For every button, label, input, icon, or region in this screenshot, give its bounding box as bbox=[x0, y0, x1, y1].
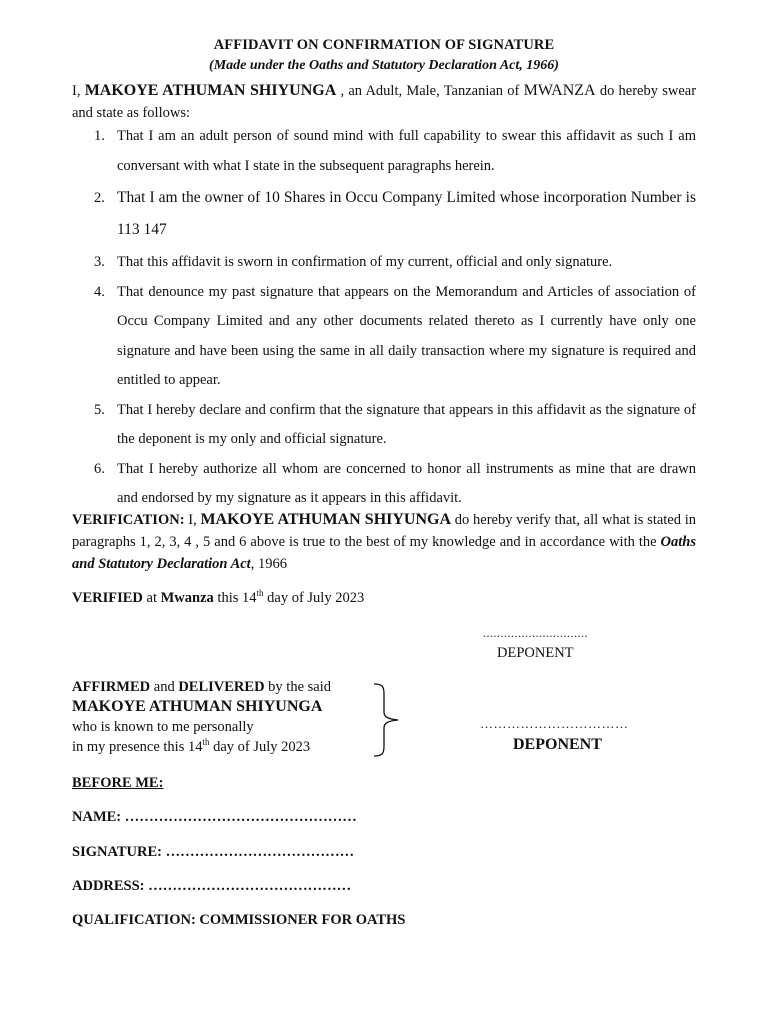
affirm-known: who is known to me personally bbox=[72, 719, 254, 735]
list-item bbox=[72, 122, 696, 181]
verified-at: at bbox=[142, 590, 161, 606]
intro-suffix: do hereby swear and state as follows: bbox=[72, 83, 697, 121]
item-text: That I hereby authorize all whom are concerned to honor all instruments as mine that are drawn and endorsed by my signature as it appears in this affidavit. bbox=[117, 460, 696, 506]
verification-name: MAKOYE ATHUMAN SHIYUNGA bbox=[200, 511, 452, 528]
signature-field: SIGNATURE: ………………………………… bbox=[72, 844, 355, 860]
item-number: 3. bbox=[94, 254, 105, 270]
delivered-label: DELIVERED bbox=[178, 679, 265, 695]
intro-paragraph bbox=[72, 80, 696, 124]
verified-day: this 14 bbox=[213, 590, 257, 606]
paragraph-list bbox=[72, 122, 696, 514]
deponent-signature-line: .............................. bbox=[483, 626, 588, 640]
affirmed-label: AFFIRMED bbox=[72, 679, 151, 695]
document-subtitle: (Made under the Oaths and Statutory Declaration Act, 1966) bbox=[209, 58, 559, 73]
act-name: Oaths and Statutory Declaration Act bbox=[72, 534, 696, 572]
deponent-label-2: DEPONENT bbox=[513, 736, 602, 753]
affirm-presence: in my presence this 14 bbox=[72, 739, 203, 755]
intro-prefix: I, bbox=[72, 83, 85, 99]
item-number: 4. bbox=[94, 283, 105, 300]
item-text: That denounce my past signature that appears on the Memorandum and Articles of association of Occu Company Limited and any other documents related thereto as I currently have only one signature and have been using the same in all daily transaction where my signature is required and entitled to appear. bbox=[117, 283, 696, 388]
intro-mid: , an Adult, Male, Tanzanian of bbox=[336, 83, 524, 99]
item-number: 1. bbox=[94, 128, 105, 144]
verified-place: Mwanza bbox=[160, 590, 214, 606]
list-item bbox=[72, 455, 696, 514]
affirm-by: by the said bbox=[264, 679, 331, 695]
curly-brace-icon bbox=[372, 682, 402, 758]
verification-pre: I, bbox=[184, 512, 201, 528]
list-item bbox=[72, 248, 696, 278]
deponent-name: MAKOYE ATHUMAN SHIYUNGA bbox=[84, 82, 337, 99]
qualification-field: QUALIFICATION: COMMISSIONER FOR OATHS bbox=[72, 912, 406, 928]
deponent-signature-line-2: …………………………… bbox=[480, 716, 629, 731]
list-item bbox=[72, 396, 696, 455]
verified-date: day of July 2023 bbox=[263, 590, 365, 606]
item-text: That I am the owner of 10 Shares in Occu Company Limited whose incorporation Number is 113 147 bbox=[117, 189, 696, 238]
act-year: , 1966 bbox=[250, 556, 287, 572]
item-number: 6. bbox=[94, 460, 105, 477]
item-text: That this affidavit is sworn in confirmation of my current, official and only signature. bbox=[117, 254, 613, 270]
before-me-heading: BEFORE ME: bbox=[72, 775, 164, 791]
item-number: 2. bbox=[94, 190, 105, 206]
list-item bbox=[72, 278, 696, 396]
affirm-and: and bbox=[150, 679, 179, 695]
deponent-place: MWANZA bbox=[523, 82, 596, 99]
affirm-name: MAKOYE ATHUMAN SHIYUNGA bbox=[72, 698, 323, 715]
document-title: AFFIDAVIT ON CONFIRMATION OF SIGNATURE bbox=[213, 37, 555, 53]
verification-text: do hereby verify that, all what is stated in paragraphs 1, 2, 3, 4 , 5 and 6 above is true to the best of my knowledge and in accordance with the bbox=[72, 512, 697, 550]
affirm-date: day of July 2023 bbox=[209, 739, 311, 755]
name-field: NAME: ………………………………………… bbox=[72, 809, 357, 825]
verified-sup: th bbox=[256, 588, 264, 599]
deponent-label: DEPONENT bbox=[497, 645, 574, 661]
item-number: 5. bbox=[94, 401, 105, 418]
list-item bbox=[72, 182, 696, 246]
verification-paragraph bbox=[72, 509, 696, 575]
affirm-sup: th bbox=[202, 737, 210, 748]
affirmation-block bbox=[72, 677, 331, 757]
verification-label: VERIFICATION: bbox=[72, 512, 185, 528]
address-field: ADDRESS: …………………………………… bbox=[72, 878, 352, 894]
verified-line bbox=[72, 590, 364, 607]
item-text: That I hereby declare and confirm that the signature that appears in this affidavit as the signature of the deponent is my only and official signature. bbox=[117, 401, 696, 447]
item-text: That I am an adult person of sound mind with full capability to swear this affidavit as such I am conversant with what I state in the subsequent paragraphs herein. bbox=[117, 128, 696, 174]
verified-label: VERIFIED bbox=[72, 590, 143, 606]
